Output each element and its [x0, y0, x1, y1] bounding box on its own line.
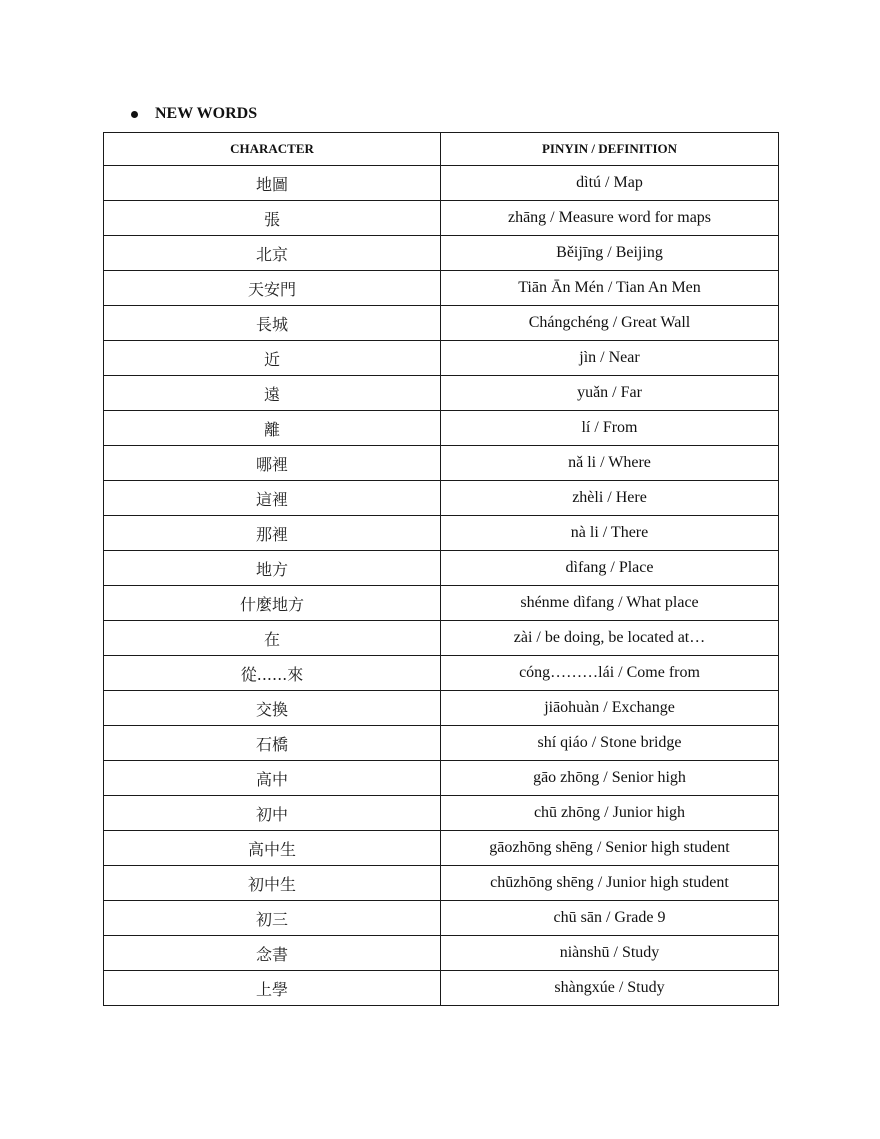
- character-cell: 石橋: [104, 726, 441, 761]
- section-heading: [131, 103, 257, 125]
- table-header-row: [104, 133, 779, 166]
- pinyin-definition-cell: chūzhōng shēng / Junior high student: [441, 866, 779, 901]
- character-cell: 近: [104, 341, 441, 376]
- pinyin-definition-cell: gāo zhōng / Senior high: [441, 761, 779, 796]
- character-cell: 上學: [104, 971, 441, 1006]
- table-row: [104, 166, 779, 201]
- column-header-pinyin-definition: PINYIN / DEFINITION: [441, 133, 779, 166]
- character-cell: 高中: [104, 761, 441, 796]
- pinyin-definition-cell: dìtú / Map: [441, 166, 779, 201]
- pinyin-definition-cell: zhèli / Here: [441, 481, 779, 516]
- table-row: [104, 656, 779, 691]
- character-cell: 這裡: [104, 481, 441, 516]
- table-row: [104, 271, 779, 306]
- pinyin-definition-cell: shàngxúe / Study: [441, 971, 779, 1006]
- table-row: [104, 726, 779, 761]
- table-row: [104, 446, 779, 481]
- column-header-character: CHARACTER: [104, 133, 441, 166]
- character-cell: 初三: [104, 901, 441, 936]
- pinyin-definition-cell: lí / From: [441, 411, 779, 446]
- table-row: [104, 306, 779, 341]
- pinyin-definition-cell: nǎ li / Where: [441, 446, 779, 481]
- table-row: [104, 866, 779, 901]
- bullet-icon: [131, 111, 138, 118]
- table-row: [104, 971, 779, 1006]
- character-cell: 天安門: [104, 271, 441, 306]
- table-row: [104, 236, 779, 271]
- character-cell: 張: [104, 201, 441, 236]
- character-cell: 離: [104, 411, 441, 446]
- character-cell: 在: [104, 621, 441, 656]
- character-cell: 高中生: [104, 831, 441, 866]
- character-cell: 什麼地方: [104, 586, 441, 621]
- character-cell: 長城: [104, 306, 441, 341]
- pinyin-definition-cell: zài / be doing, be located at…: [441, 621, 779, 656]
- character-cell: 初中生: [104, 866, 441, 901]
- table-row: [104, 341, 779, 376]
- table-row: [104, 761, 779, 796]
- table-row: [104, 621, 779, 656]
- table-row: [104, 376, 779, 411]
- pinyin-definition-cell: yuǎn / Far: [441, 376, 779, 411]
- table-row: [104, 481, 779, 516]
- pinyin-definition-cell: chū sān / Grade 9: [441, 901, 779, 936]
- table-row: [104, 411, 779, 446]
- pinyin-definition-cell: dìfang / Place: [441, 551, 779, 586]
- pinyin-definition-cell: niànshū / Study: [441, 936, 779, 971]
- character-cell: 那裡: [104, 516, 441, 551]
- section-title: NEW WORDS: [155, 105, 258, 122]
- character-cell: 北京: [104, 236, 441, 271]
- pinyin-definition-cell: jiāohuàn / Exchange: [441, 691, 779, 726]
- table-row: [104, 901, 779, 936]
- table-row: [104, 551, 779, 586]
- table-row: [104, 796, 779, 831]
- table-row: [104, 691, 779, 726]
- table-row: [104, 936, 779, 971]
- character-cell: 念書: [104, 936, 441, 971]
- vocabulary-table: [103, 132, 779, 1006]
- pinyin-definition-cell: cóng………lái / Come from: [441, 656, 779, 691]
- character-cell: 地圖: [104, 166, 441, 201]
- character-cell: 從......來: [104, 656, 441, 691]
- table-row: [104, 831, 779, 866]
- pinyin-definition-cell: Chángchéng / Great Wall: [441, 306, 779, 341]
- pinyin-definition-cell: Tiān Ān Mén / Tian An Men: [441, 271, 779, 306]
- pinyin-definition-cell: Běijīng / Beijing: [441, 236, 779, 271]
- pinyin-definition-cell: gāozhōng shēng / Senior high student: [441, 831, 779, 866]
- table-row: [104, 586, 779, 621]
- character-cell: 交換: [104, 691, 441, 726]
- character-cell: 遠: [104, 376, 441, 411]
- table-row: [104, 516, 779, 551]
- character-cell: 初中: [104, 796, 441, 831]
- pinyin-definition-cell: zhāng / Measure word for maps: [441, 201, 779, 236]
- character-cell: 哪裡: [104, 446, 441, 481]
- pinyin-definition-cell: shénme dìfang / What place: [441, 586, 779, 621]
- pinyin-definition-cell: chū zhōng / Junior high: [441, 796, 779, 831]
- character-cell: 地方: [104, 551, 441, 586]
- pinyin-definition-cell: shí qiáo / Stone bridge: [441, 726, 779, 761]
- pinyin-definition-cell: nà li / There: [441, 516, 779, 551]
- table-row: [104, 201, 779, 236]
- pinyin-definition-cell: jìn / Near: [441, 341, 779, 376]
